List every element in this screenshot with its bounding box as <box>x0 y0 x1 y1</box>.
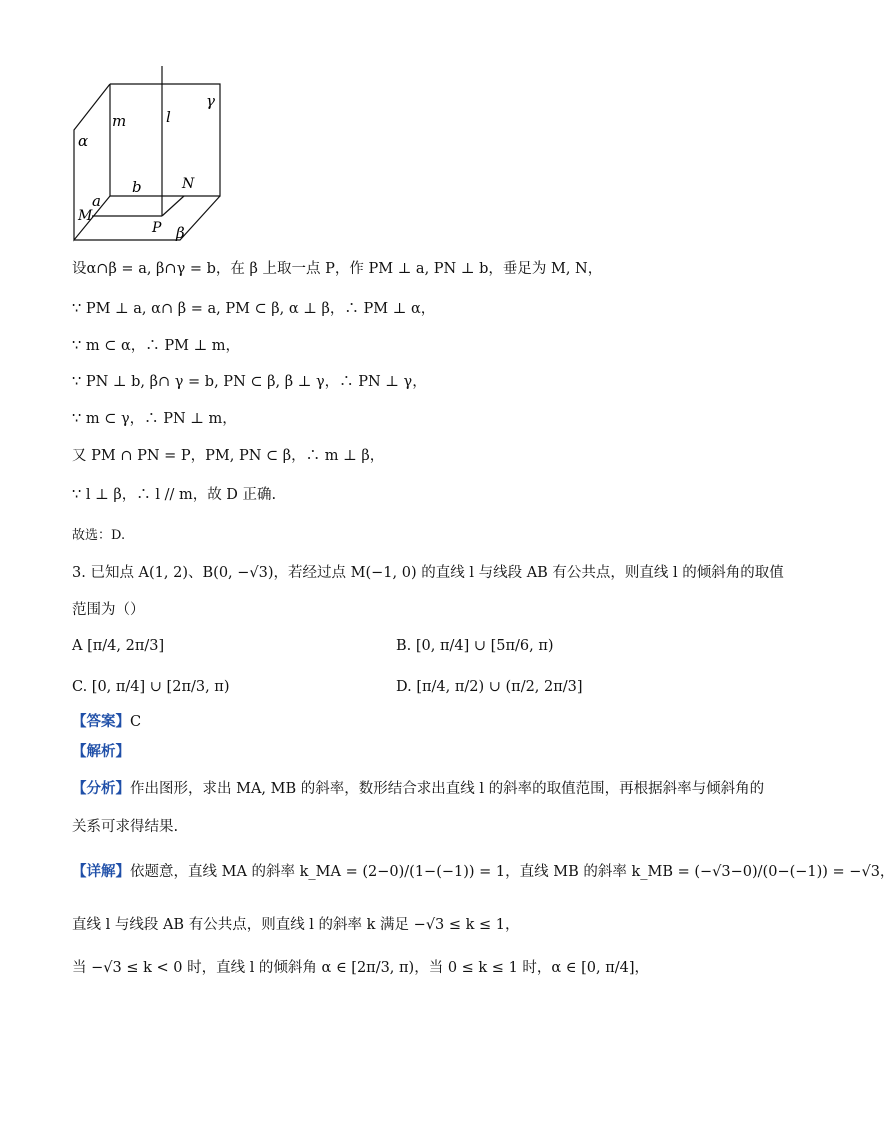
proof-line-8: 故选：D. <box>72 528 126 543</box>
label-p: P <box>152 220 162 236</box>
label-n: N <box>182 176 195 192</box>
answer-value: C <box>130 714 142 730</box>
plane-gamma <box>110 84 220 196</box>
label-b: b <box>132 178 142 196</box>
detail-line-2: 直线 l 与线段 AB 有公共点，则直线 l 的斜率 k 满足 −√3 ≤ k ≤ 1， <box>72 917 520 933</box>
proof-line-6: 又 PM ∩ PN = P，PM, PN ⊂ β，∴ m ⊥ β， <box>72 448 385 464</box>
analysis-line-1 <box>72 779 764 799</box>
segment-pn <box>162 196 184 216</box>
label-gamma: γ <box>206 92 215 110</box>
analysis-line-2: 关系可求得结果. <box>72 819 179 835</box>
detail-line-1 <box>72 862 894 882</box>
option-a: A [π/4, 2π/3] <box>72 638 165 654</box>
proof-line-7: ∵ l ⊥ β，∴ l // m，故 D 正确. <box>72 487 277 503</box>
option-b: B. [0, π/4] ∪ [5π/6, π) <box>396 638 554 654</box>
geometry-figure <box>60 60 240 250</box>
question-stem-1: 3. 已知点 A(1, 2)、B(0, −√3)，若经过点 M(−1, 0) 的直线 l 与线段 AB 有公共点，则直线 l 的倾斜角的取值 <box>72 565 784 581</box>
proof-line-1: 设α∩β = a, β∩γ = b，在 β 上取一点 P，作 PM ⊥ a, PN ⊥ b，垂足为 M, N， <box>72 261 603 277</box>
proof-line-2: ∵ PM ⊥ a, α∩ β = a, PM ⊂ β, α ⊥ β，∴ PM ⊥ α， <box>72 301 436 317</box>
question-stem-2: 范围为（） <box>72 602 145 618</box>
analysis-label: 【分析】 <box>72 780 130 797</box>
label-m: m <box>112 112 127 130</box>
label-l: l <box>166 108 171 126</box>
analysis-text-1: 作出图形，求出 MA, MB 的斜率，数形结合求出直线 l 的斜率的取值范围，再根据斜率与倾斜角的 <box>130 781 765 797</box>
analysis-heading: 【解析】 <box>72 743 130 760</box>
label-beta: β <box>176 224 185 242</box>
detail-line-3: 当 −√3 ≤ k < 0 时，直线 l 的倾斜角 α ∈ [2π/3, π)，当 0 ≤ k ≤ 1 时，α ∈ [0, π/4]， <box>72 960 650 976</box>
option-c: C. [0, π/4] ∪ [2π/3, π) <box>72 679 230 695</box>
label-alpha: α <box>78 132 89 150</box>
option-d: D. [π/4, π/2) ∪ (π/2, 2π/3] <box>396 679 583 695</box>
answer-label: 【答案】 <box>72 713 130 730</box>
label-M: M <box>78 208 93 224</box>
answer-row <box>72 712 141 732</box>
proof-line-3: ∵ m ⊂ α，∴ PM ⊥ m， <box>72 338 241 354</box>
label-a: a <box>92 192 101 210</box>
detail-text-1: 依题意，直线 MA 的斜率 k_MA = (2−0)/(1−(−1)) = 1，直线 MB 的斜率 k_MB = (−√3−0)/(0−(−1)) = −√3， <box>130 864 894 880</box>
proof-line-5: ∵ m ⊂ γ，∴ PN ⊥ m， <box>72 411 237 427</box>
proof-line-4: ∵ PN ⊥ b, β∩ γ = b, PN ⊂ β, β ⊥ γ，∴ PN ⊥ γ， <box>72 374 427 390</box>
detail-label: 【详解】 <box>72 863 130 880</box>
